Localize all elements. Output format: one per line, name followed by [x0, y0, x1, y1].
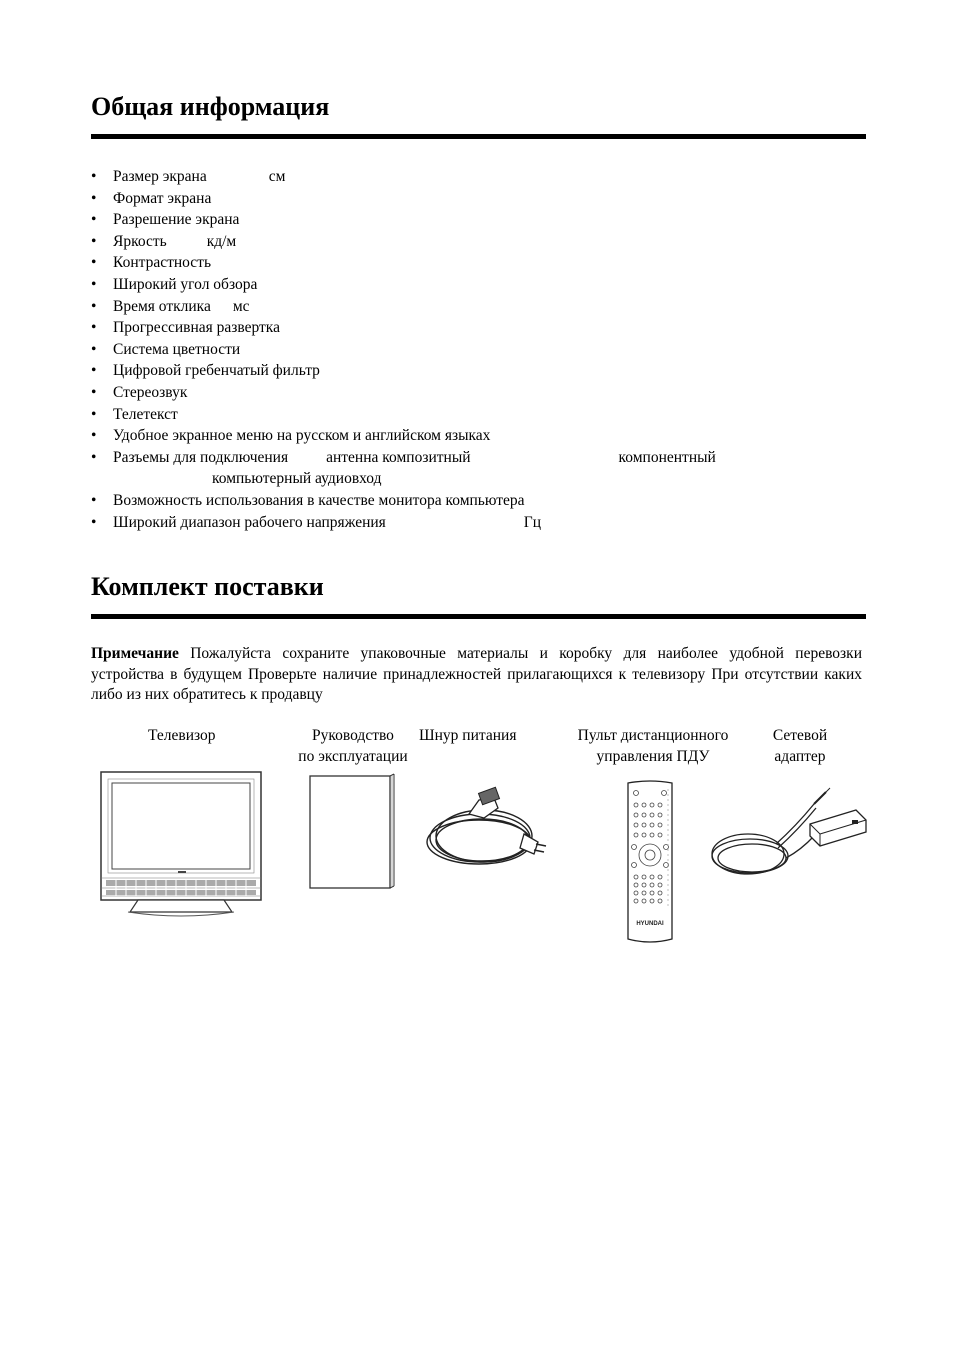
- caption-tv: Телевизор: [148, 727, 216, 744]
- manual-icon: [306, 772, 396, 892]
- list-item: • Широкий диапазон рабочего напряжения Гц: [91, 513, 542, 531]
- note-text: Пожалуйста сохраните упаковочные материалы и коробку для наиболее удобной перевозки устройства в будущем Проверьте наличие принадлежностей прилагающихся к телевизору При отсутствии каких либо из них обратитесь к продавцу: [91, 645, 862, 703]
- spec-list: [91, 166, 866, 533]
- section-title-package-contents: Комплект поставки: [91, 572, 324, 601]
- list-item: • Система цветности: [91, 340, 241, 358]
- section-divider: [91, 134, 866, 139]
- list-item: • Удобное экранное меню на русском и английском языках: [91, 427, 491, 445]
- list-item: • Широкий угол обзора: [91, 275, 258, 293]
- remote-control-icon: [624, 779, 676, 947]
- list-item: • Время отклика мс: [91, 297, 250, 315]
- list-item: • Прогрессивная развертка: [91, 319, 280, 337]
- list-item: • Цифровой гребенчатый фильтр: [91, 362, 320, 380]
- caption-power-cord: Шнур питания: [419, 727, 517, 744]
- remote-brand-label: HYUNDAI: [636, 921, 664, 927]
- list-item: • Возможность использования в качестве монитора компьютера: [91, 491, 525, 509]
- power-cord-icon: [424, 778, 550, 876]
- list-item: • Телетекст: [91, 405, 178, 423]
- section-divider: [91, 614, 866, 619]
- caption-adapter: Сетевой адаптер: [772, 727, 828, 765]
- list-item: • Стереозвук: [91, 383, 188, 401]
- note-label: Примечание: [91, 645, 179, 662]
- list-item: • Контрастность: [91, 254, 212, 272]
- list-item: • Разрешение экрана: [91, 211, 240, 229]
- list-item: • Разъемы для подключения антенна композитный компонентный компьютерный аудиовход: [91, 448, 716, 488]
- list-item: • Яркость кд/м: [91, 232, 237, 250]
- tv-icon: [98, 770, 264, 922]
- note-paragraph: [91, 644, 862, 706]
- list-item: • Размер экрана см: [91, 168, 286, 185]
- list-item: • Формат экрана: [91, 189, 212, 207]
- caption-remote: Пульт дистанционного управления ПДУ: [577, 727, 729, 765]
- power-adapter-icon: [706, 786, 870, 886]
- caption-manual: Руководство по эксплуатации: [298, 727, 408, 765]
- section-title-general-info: Общая информация: [91, 92, 330, 121]
